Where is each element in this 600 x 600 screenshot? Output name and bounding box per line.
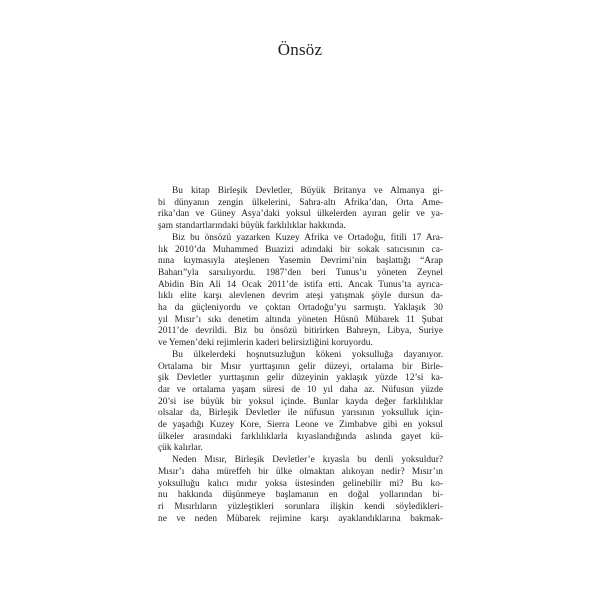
text-line: ne ve neden Mübarek rejimine karşı ayaklandıklarına bakmak- (158, 513, 443, 524)
text-line: Biz bu önsözü yazarken Kuzey Afrika ve Ortadoğu, fitili 17 Ara- (172, 232, 443, 243)
paragraph-1 (158, 186, 443, 233)
text-line: Ortalama bir Mısır yurttaşının gelir düzeyi, ortalama bir Birle- (158, 361, 443, 372)
text-line: şik Devletler yurttaşının gelir düzeyinin yaklaşık yüzde 12’si ka- (158, 373, 443, 384)
body-text (158, 186, 443, 525)
text-line: ülkeler arasındaki farklılıklarla kıyaslandığında aslında gayet kü- (158, 431, 443, 442)
text-line: nu hakkında düşünmeye başlamanın en doğal yollarından bi- (158, 490, 443, 501)
text-line: dar ve ortalama yaşam süresi de 10 yıl daha az. Nüfusun yüzde (158, 384, 443, 395)
text-line: Mısır’ı daha müreffeh bir ülke olmaktan alıkoyan nedir? Mısır’ın (158, 466, 443, 477)
text-line: 2011’de devrildi. Biz bu önsözü bitirirken Bahreyn, Libya, Suriye (158, 326, 443, 337)
text-line: Bu kitap Birleşik Devletler, Büyük Britanya ve Almanya gi- (172, 186, 443, 196)
text-line: rika’dan ve Güney Asya’daki yoksul ülkelerden ayıran gelir ve ya- (158, 209, 443, 220)
text-line: bi dünyanın zengin ülkelerini, Sahra-altı Afrika’dan, Orta Ame- (158, 197, 443, 208)
text-line: şam standartlarındaki büyük farklılıklar hakkında. (158, 221, 346, 232)
text-line: olsalar da, Birleşik Devletler ile nüfusun yarısının yoksulluk için- (158, 408, 443, 419)
text-line: Baharı”yla sarsılıyordu. 1987’den beri Tunus’u yöneten Zeynel (158, 267, 443, 278)
text-line: lık 2010’da Muhammed Buazizi adındaki bir sokak satıcısının ca- (158, 244, 443, 255)
text-line: yoksulluğu kalıcı mıdır yoksa üstesinden gelinebilir mi? Bu ko- (158, 478, 443, 489)
text-line: ri Mısırlıların yüzleştikleri sorunlara ilişkin kendi söyledikleri- (158, 501, 443, 512)
paragraph-4 (158, 455, 443, 525)
text-line: de yaşadığı Kuzey Kore, Sierra Leone ve Zimbabve gibi en yoksul (158, 420, 443, 431)
text-line: ha da güçleniyordu ve çoktan Ortadoğu’yu sarmıştı. Yaklaşık 30 (158, 303, 443, 314)
text-line: lıklı elite karşı alevlenen devrim ateşi yatışmak şöyle dursun da- (158, 291, 443, 302)
paragraph-3 (158, 350, 443, 455)
text-line: Abidin Bin Ali 14 Ocak 2011’de istifa etti. Ancak Tunus’ta ayrıca- (158, 279, 443, 290)
text-line: yıl Mısır’ı sıkı denetim altında yöneten Hüsnü Mübarek 11 Şubat (158, 314, 443, 325)
text-line: Bu ülkelerdeki hoşnutsuzluğun kökeni yoksulluğa dayanıyor. (172, 349, 443, 360)
text-line: Neden Mısır, Birleşik Devletler’e kıyasla bu denli yoksuldur? (172, 455, 443, 466)
chapter-title: Önsöz (277, 40, 323, 59)
text-line: 20’si ise büyük bir yoksul içinde. Bunlar kayda değer farklılıklar (158, 396, 443, 407)
text-line: nına kıymasıyla ateşlenen Yasemin Devrimi’nin başlattığı “Arap (158, 256, 443, 267)
paragraph-2 (158, 233, 443, 350)
text-line: çük kalırlar. (158, 443, 203, 454)
text-line: ve Yemen’deki rejimlerin kaderi belirsizliğini koruyordu. (158, 338, 373, 349)
